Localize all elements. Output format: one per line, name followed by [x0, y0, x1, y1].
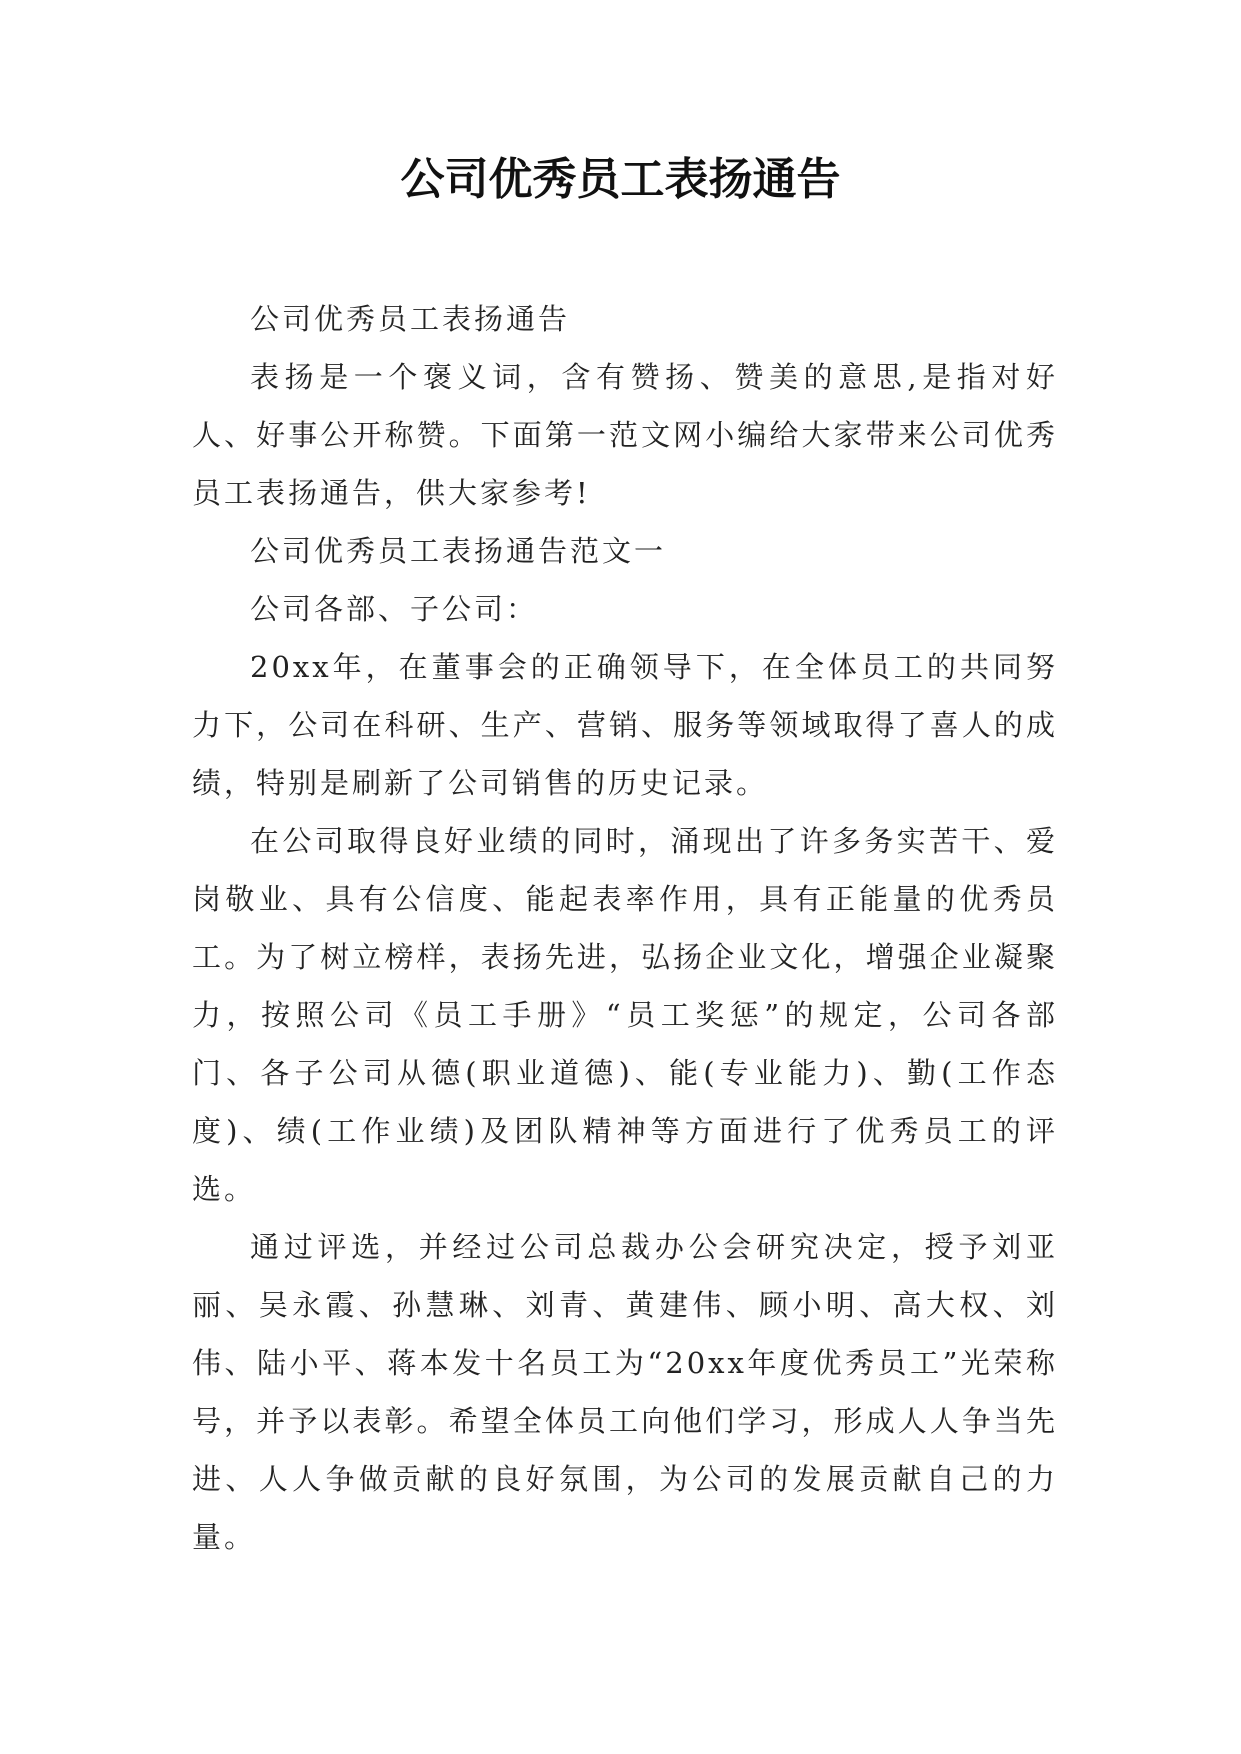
document-body — [192, 290, 1058, 1566]
paragraph-heading: 公司优秀员工表扬通告 — [250, 302, 571, 336]
paragraph-intro: 表扬是一个褒义词，含有赞扬、赞美的意思,是指对好人、好事公开称赞。下面第一范文网小编给大家带来公司优秀员工表扬通告，供大家参考! — [192, 360, 1058, 510]
paragraph-awardees: 通过评选，并经过公司总裁办公会研究决定，授予刘亚丽、吴永霞、孙慧琳、刘青、黄建伟、顾小明、高大权、刘伟、陆小平、蒋本发十名员工为“20xx年度优秀员工”光荣称号，并予以表彰。希望全体员工向他们学习，形成人人争当先进、人人争做贡献的良好氛围，为公司的发展贡献自己的力量。 — [192, 1230, 1058, 1554]
paragraph-achievements: 20xx年，在董事会的正确领导下，在全体员工的共同努力下，公司在科研、生产、营销、服务等领域取得了喜人的成绩，特别是刷新了公司销售的历史记录。 — [192, 650, 1058, 800]
paragraph-selection: 在公司取得良好业绩的同时，涌现出了许多务实苦干、爱岗敬业、具有公信度、能起表率作用，具有正能量的优秀员工。为了树立榜样，表扬先进，弘扬企业文化，增强企业凝聚力，按照公司《员工手册》“员工奖惩”的规定，公司各部门、各子公司从德(职业道德)、能(专业能力)、勤(工作态度)、绩(工作业绩)及团队精神等方面进行了优秀员工的评选。 — [192, 824, 1058, 1206]
paragraph-salutation: 公司各部、子公司： — [250, 592, 539, 626]
paragraph-sample-title: 公司优秀员工表扬通告范文一 — [250, 534, 667, 568]
document-title: 公司优秀员工表扬通告 — [400, 154, 841, 205]
